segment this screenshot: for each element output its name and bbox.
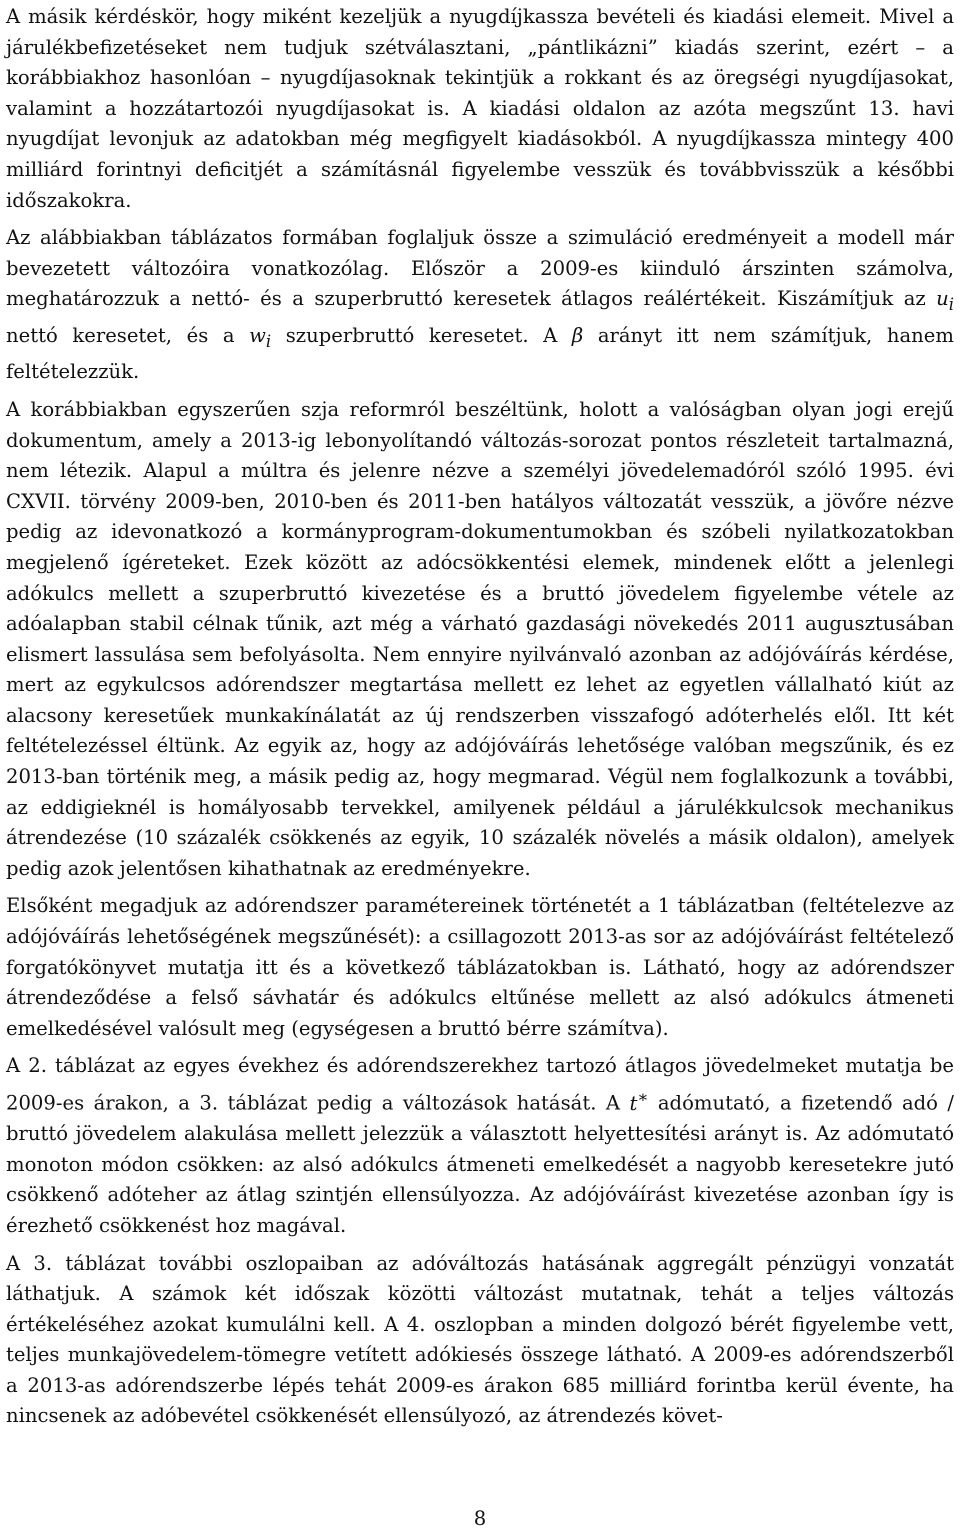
math-variable-u [936, 287, 954, 315]
math-variable-t-star [629, 1087, 649, 1115]
paragraph-text-segment: nettó keresetet, és a [6, 323, 250, 347]
paragraph-average-incomes [6, 1051, 954, 1241]
paragraph-text-segment: adómutató, a fizetendő adó / bruttó jövedelem alakulása mellett jelezzük a választott helyettesítési arányt is. Az adómutató monoton módon csökken: az alsó adókulcs átmeneti emelkedését a nagyobb keresetekre jutó csökkenő adóteher az átlag szintjén ellensúlyozza. Az adójóváírást kivezetése azonban így is érezhető csökkenést hoz magával. [6, 1091, 954, 1237]
paragraph-text-segment: szuperbruttó keresetet. A [271, 323, 572, 347]
variable-symbol: u [936, 287, 949, 311]
paragraph-simulation-results [6, 223, 954, 388]
page-number: 8 [473, 1507, 487, 1530]
variable-symbol: t [629, 1091, 638, 1115]
variable-subscript: i [948, 295, 954, 315]
paragraph-tax-reform: A korábbiakban egyszerűen szja reformról beszéltünk, holott a valóságban olyan jogi erejű dokumentum, amely a 2013-ig lebonyolítandó változás-sorozat pontos részleteit tartalmazná, nem létezik. Alapul a múltra és jelenre nézve a személyi jövedelemadóról szóló 1995. évi CXVII. törvény 2009-ben, 2010-ben és 2011-ben hatályos változatát vesszük, a jövőre nézve pedig az idevonatkozó a kormányprogram-dokumentumokban és szóbeli nyilatkozatokban megjelenő ígéreteket. Ezek között az adócsökkentési elemek, mindenek előtt a jelenlegi adókulcs mellett a szuperbruttó kivezetése és a bruttó jövedelem figyelembe vétele az adóalapban stabil célnak tűnik, azt még a várható gazdasági növekedés 2011 augusztusában elismert lassulása sem befolyásolta. Nem ennyire nyilvánvaló azonban az adójóváírás kérdése, mert az egykulcsos adórendszer megtartása mellett ez lehet az egyetlen vállalható kiút az alacsony keresetűek munkakínálatát az új rendszerben visszafogó adóterhelés elől. Itt két feltételezéssel éltünk. Az egyik az, hogy az adójóváírás lehetősége valóban megszűnik, és ez 2013-ban történik meg, a másik pedig az, hogy megmarad. Végül nem foglalkozunk a további, az eddigieknél is homályosabb tervekkel, amilyenek például a járulékkulcsok mechanikus átrendezése (10 százalék csökkenés az egyik, 10 százalék növelés a másik oldalon), amelyek pedig azok jelentősen kihathatnak az eredményekre. [6, 397, 954, 880]
variable-subscript: i [265, 331, 272, 351]
variable-superscript: ∗ [637, 1087, 649, 1106]
paragraph-text-segment: arányt itt nem számítjuk, hanem feltételezzük. [6, 323, 954, 384]
paragraph-text-segment: A 2. táblázat az egyes évekhez és adórendszerekhez tartozó átlagos jövedelmeket mutatja be 2009-es árakon, a 3. táblázat pedig a változások hatását. A [6, 1054, 954, 1115]
paragraph-text-segment: Az alábbiakban táblázatos formában foglaljuk össze a szimuláció eredményeit a modell már bevezetett változóira vonatkozólag. Először a 2009-es kiinduló árszinten számolva, meghatározzuk a nettó- és a szuperbruttó keresetek átlagos reálértékeit. Kiszámítjuk az [6, 226, 954, 311]
variable-symbol: w [249, 323, 266, 347]
paragraph-tax-parameters: Elsőként megadjuk az adórendszer paramétereinek történetét a 1 táblázatban (feltételezve az adójóváírás lehetőségének megszűnését): a csillagozott 2013-as sor az adójóváírást feltételező forgatókönyvet mutatja itt és a következő táblázatokban is. Látható, hogy az adórendszer átrendeződése a felső sávhatár és adókulcs eltűnése mellett az alsó adókulcs átmeneti emelkedésével valósult meg (egységesen a bruttó bérre számítva). [6, 894, 954, 1040]
paragraph-pension-fund: A másik kérdéskör, hogy miként kezeljük a nyugdíjkassza bevételi és kiadási elemeit. Mivel a járulékbefizetéseket nem tudjuk szétválasztani, „pántlikázni” kiadás szerint, ezért – a korábbiakhoz hasonlóan – nyugdíjasoknak tekintjük a rokkant és az öregségi nyugdíjasokat, valamint a hozzátartozói nyugdíjasokat is. A kiadási oldalon az azóta megszűnt 13. havi nyugdíjat levonjuk az adatokban még megfigyelt kiadásokból. A nyugdíjkassza mintegy 400 milliárd forintnyi deficitjét a számításnál figyelembe vesszük és továbbvisszük a későbbi időszakokra. [6, 5, 954, 212]
document-body [6, 2, 954, 1439]
paragraph-aggregate-effects: A 3. táblázat további oszlopaiban az adóváltozás hatásának aggregált pénzügyi vonzatát láthatjuk. A számok két időszak közötti változást mutatnak, tehát a teljes változás értékeléséhez azokat kumulálni kell. A 4. oszlopban a minden dolgozó bérét figyelembe vett, teljes munkajövedelem-tömegre vetített adókiesés összege látható. A 2009-es adórendszerből a 2013-as adórendszerbe lépés tehát 2009-es árakon 685 milliárd forintba kerül évente, ha nincsenek az adóbevétel csökkenését ellensúlyozó, az átrendezés követ- [6, 1251, 954, 1428]
math-variable-beta: β [571, 323, 584, 347]
math-variable-w [249, 323, 272, 351]
